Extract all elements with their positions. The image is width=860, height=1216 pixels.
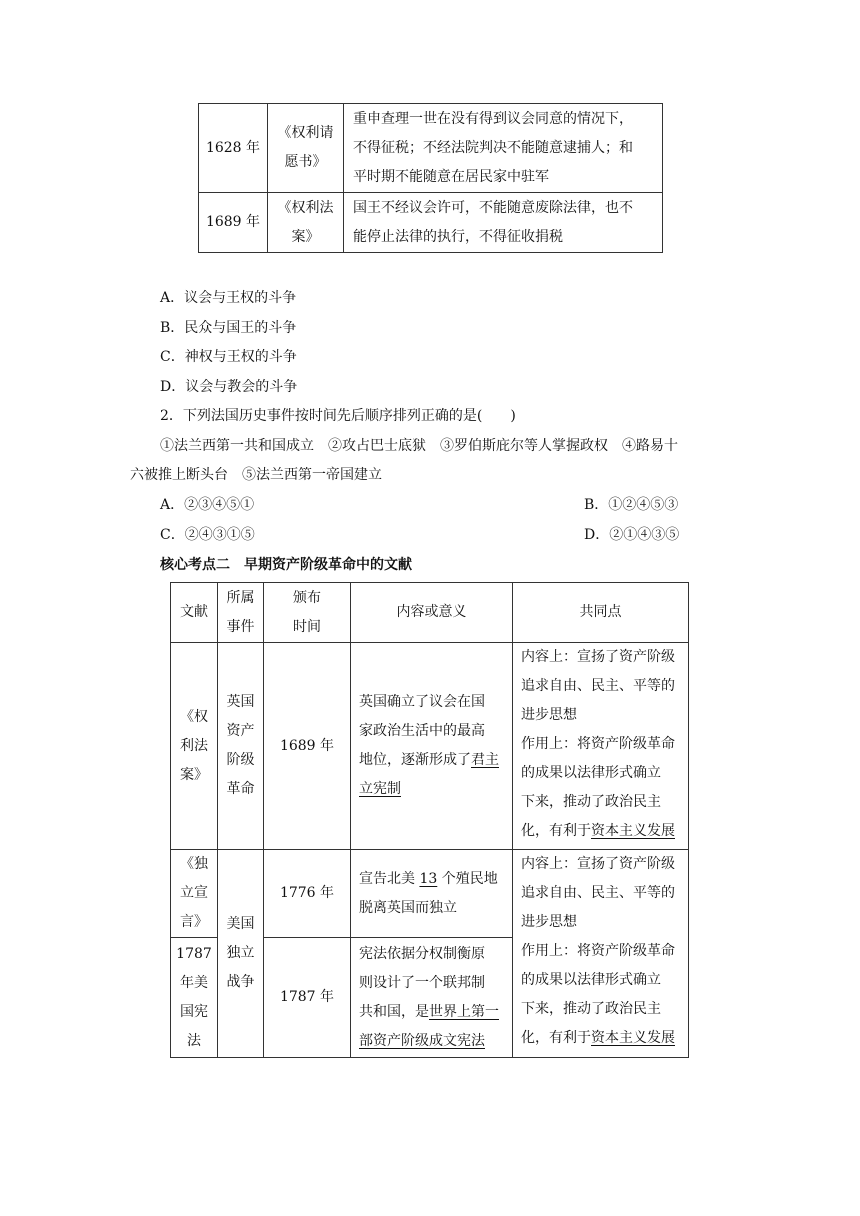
row1-time: 1689 年 [264, 643, 351, 850]
top-law-table [198, 103, 663, 253]
row2-event: 美国 独立 战争 [218, 850, 264, 1058]
row1-content: 英国确立了议会在国 家政治生活中的最高 地位，逐渐形成了君主 立宪制 [351, 643, 513, 850]
q2-items-line1: ①法兰西第一共和国成立 ②攻占巴士底狱 ③罗伯斯庇尔等人掌握政权 ④路易十 [160, 438, 678, 454]
row2-document: 《独 立宣 言》 [171, 850, 218, 938]
header-content: 内容或意义 [351, 583, 513, 643]
q2-option-a: A．②③④⑤① [160, 497, 255, 513]
q2-stem: 2．下列法国历史事件按时间先后顺序排列正确的是( ) [160, 408, 516, 424]
header-event: 所属 事件 [218, 583, 264, 643]
table-cell-document: 《权利法 案》 [268, 193, 344, 253]
q2-option-c: C．②④③①⑤ [160, 527, 255, 543]
table-cell-year: 1628 年 [199, 104, 268, 193]
table-cell-content: 重申查理一世在没有得到议会同意的情况下， 不得征税；不经法院判决不能随意逮捕人；和 平时期不能随意在居民家中驻军 [344, 104, 663, 193]
table-cell-content: 国王不经议会许可，不能随意废除法律，也不 能停止法律的执行，不得征收捐税 [344, 193, 663, 253]
header-document: 文献 [171, 583, 218, 643]
documents-table [170, 582, 689, 1058]
q1-option-c: C．神权与王权的斗争 [160, 349, 297, 365]
q2-option-b: B．①②④⑤③ [584, 497, 679, 513]
q2-items-line2: 六被推上断头台 ⑤法兰西第一帝国建立 [130, 467, 382, 483]
row2-content: 宣告北美 13 个殖民地 脱离英国而独立 [351, 850, 513, 938]
header-common: 共同点 [513, 583, 689, 643]
row1-event: 英国 资产 阶级 革命 [218, 643, 264, 850]
q1-option-a: A．议会与王权的斗争 [160, 290, 297, 306]
row1-common: 内容上：宣扬了资产阶级 追求自由、民主、平等的 进步思想 作用上：将资产阶级革命 的成果以法律形式确立 下来，推动了政治民主 化，有利于资本主义发展 [513, 643, 689, 850]
row1-document: 《权 利法 案》 [171, 643, 218, 850]
row3-content: 宪法依据分权制衡原 则设计了一个联邦制 共和国，是世界上第一 部资产阶级成文宪法 [351, 938, 513, 1058]
table-cell-document: 《权利请 愿书》 [268, 104, 344, 193]
row2-common: 内容上：宣扬了资产阶级 追求自由、民主、平等的 进步思想 作用上：将资产阶级革命 的成果以法律形式确立 下来，推动了政治民主 化，有利于资本主义发展 [513, 850, 689, 1058]
table-cell-year: 1689 年 [199, 193, 268, 253]
row2-time: 1776 年 [264, 850, 351, 938]
q1-option-b: B．民众与国王的斗争 [160, 320, 297, 336]
row3-document: 1787 年美 国宪 法 [171, 938, 218, 1058]
header-time: 颁布 时间 [264, 583, 351, 643]
section-title: 核心考点二 早期资产阶级革命中的文献 [160, 557, 412, 573]
row3-time: 1787 年 [264, 938, 351, 1058]
q1-option-d: D．议会与教会的斗争 [160, 379, 298, 395]
q2-option-d: D．②①④③⑤ [584, 527, 680, 543]
